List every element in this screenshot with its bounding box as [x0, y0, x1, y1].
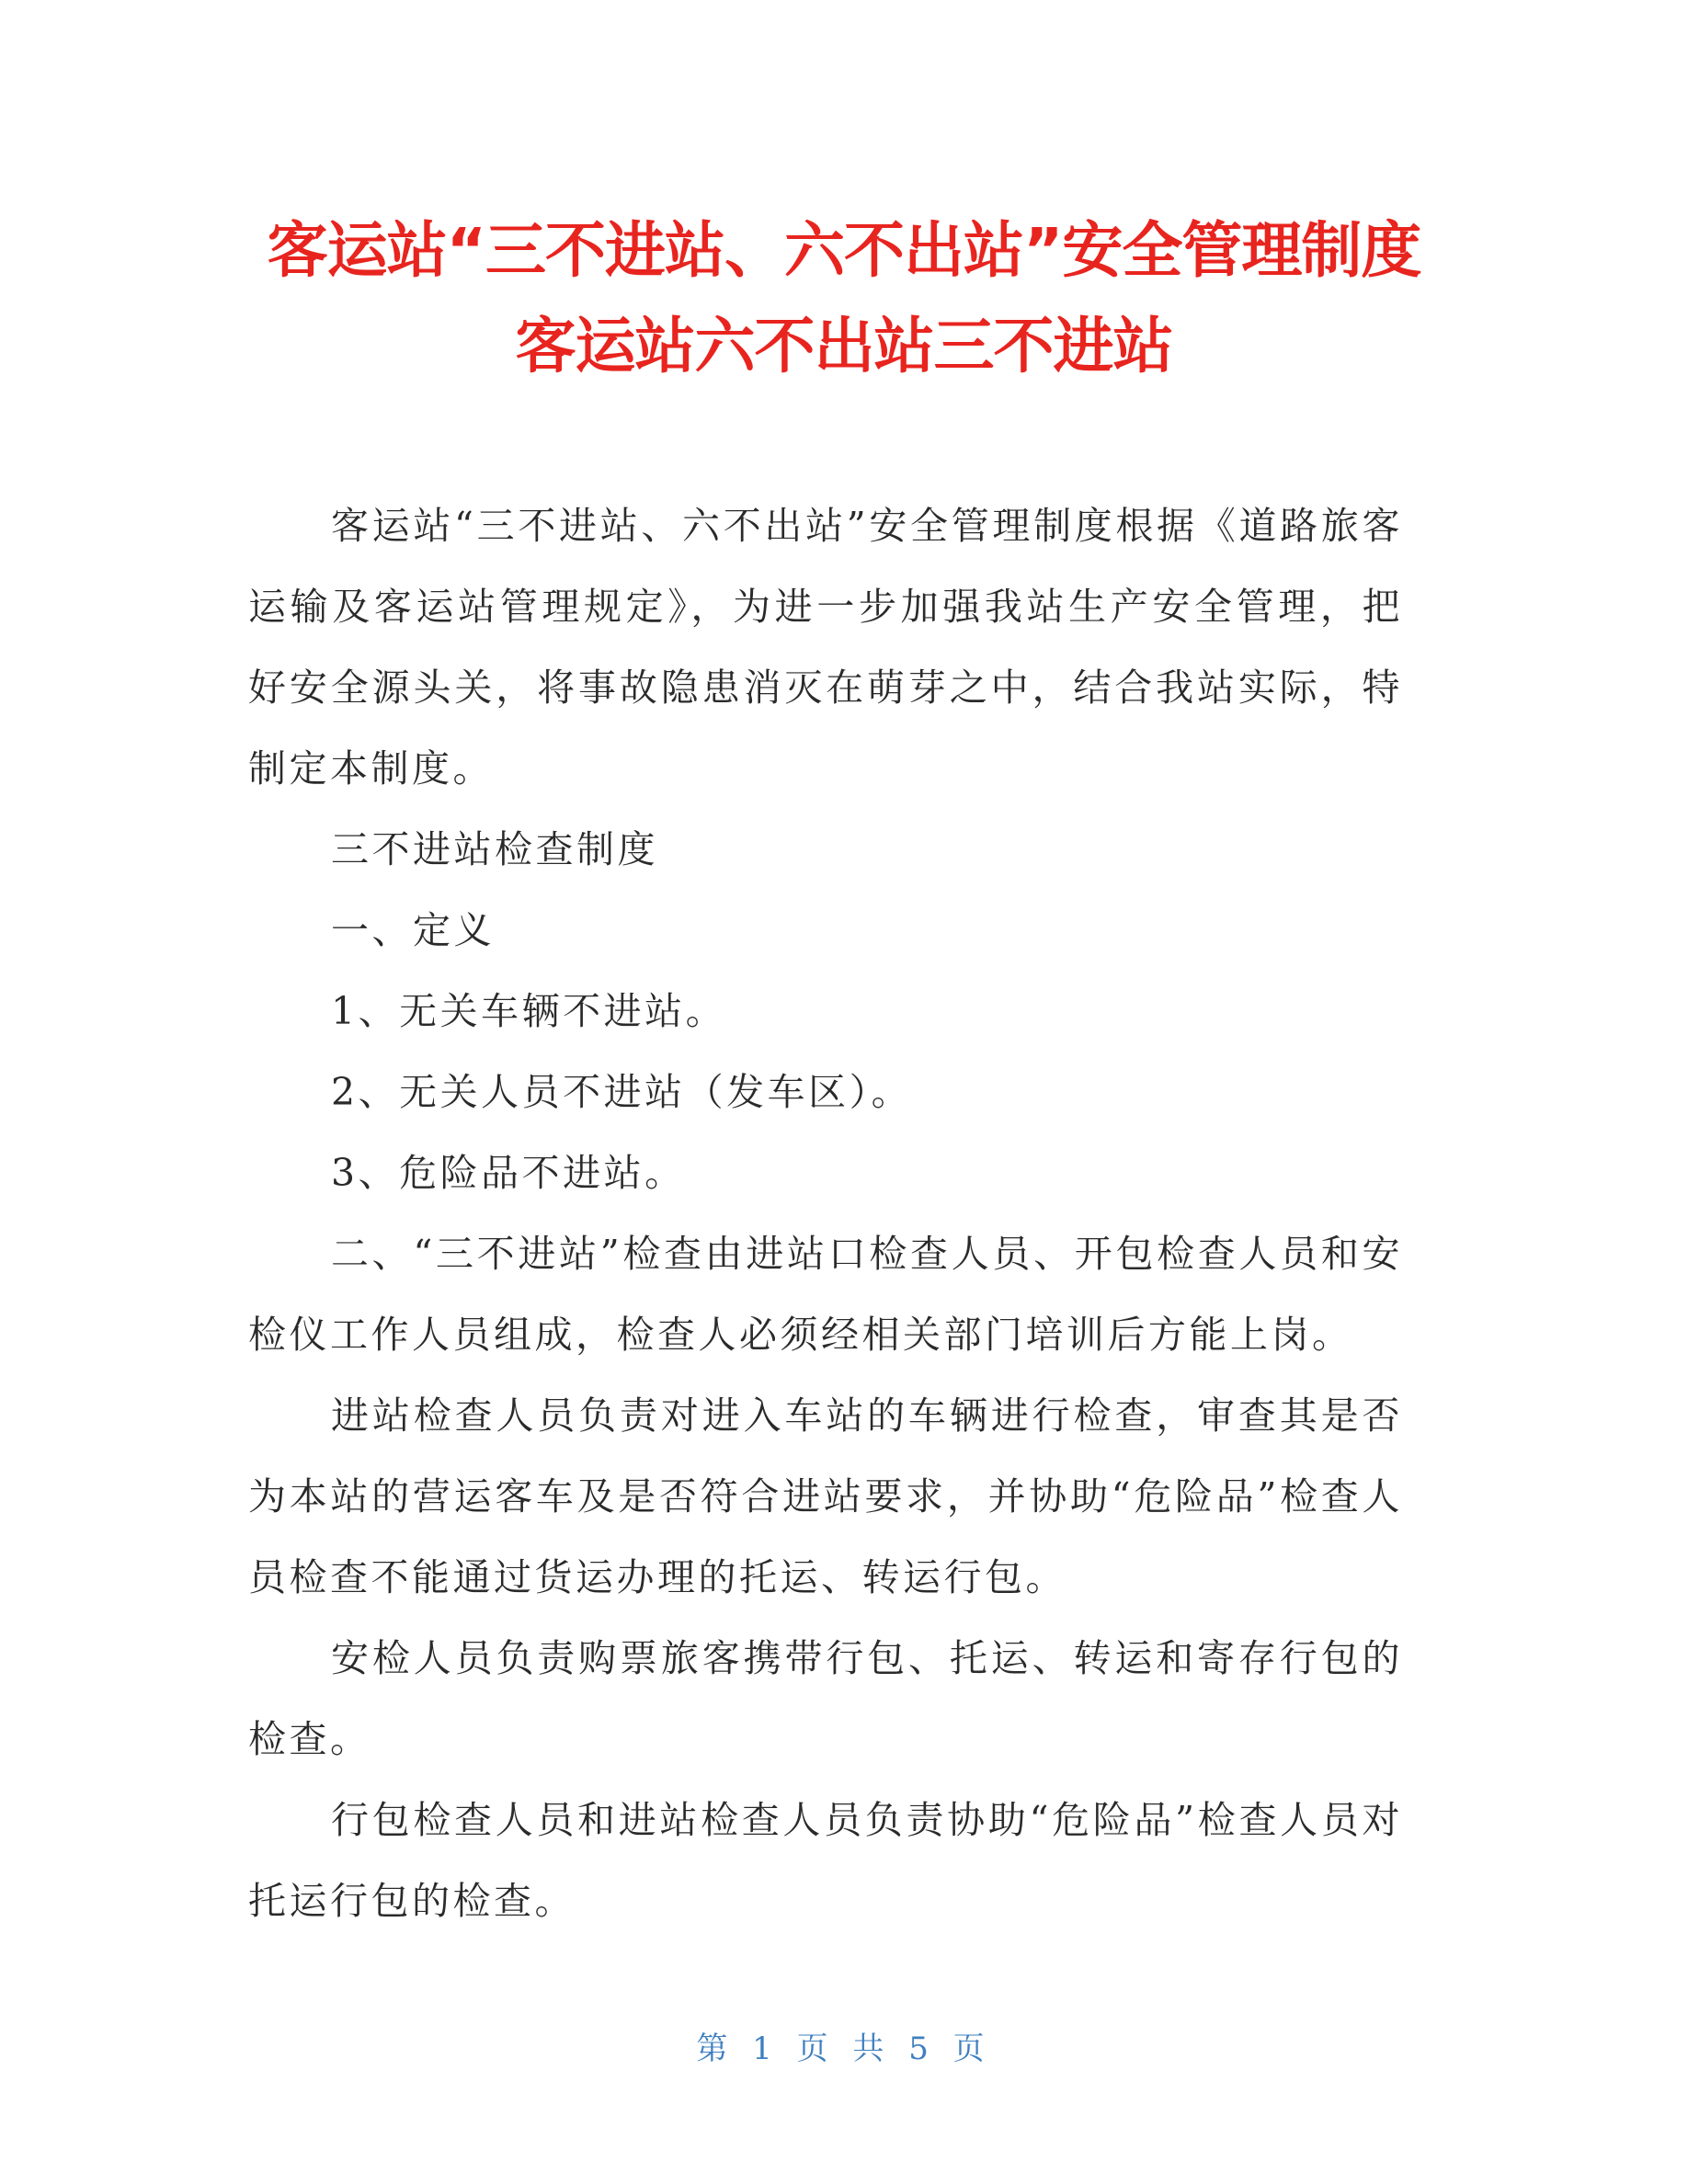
- paragraph-security-staff: 安检人员负责购票旅客携带行包、托运、转运和寄存行包的检查。: [248, 1636, 1403, 1761]
- page-number-footer: 第 1 页 共 5 页: [696, 2030, 992, 2067]
- paragraph-item-3: 3、危险品不进站。: [331, 1151, 686, 1195]
- paragraph-entry-inspectors: 进站检查人员负责对进入车站的车辆进行检查，审查其是否为本站的营运客车及是否符合进站要求，并协助“危险品”检查人员检查不能通过货运办理的托运、转运行包。: [248, 1393, 1403, 1599]
- paragraph-item-2: 2、无关人员不进站（发车区）。: [331, 1070, 913, 1114]
- paragraph-definition-heading: 一、定义: [331, 908, 495, 952]
- document-title-line1: 客运站“三不进站、六不出站”安全管理制度: [267, 215, 1421, 286]
- paragraph-luggage-inspectors: 行包检查人员和进站检查人员负责协助“危险品”检查人员对托运行包的检查。: [248, 1798, 1403, 1923]
- paragraph-intro: 客运站“三不进站、六不出站”安全管理制度根据《道路旅客运输及客运站管理规定》，为进一步加强我站生产安全管理，把好安全源头关，将事故隐患消灭在萌芽之中，结合我站实际，特制定本制度。: [248, 504, 1403, 791]
- paragraph-item-1: 1、无关车辆不进站。: [331, 989, 727, 1033]
- document-title-line2: 客运站六不出站三不进站: [515, 311, 1173, 381]
- document-body: [248, 485, 1403, 1941]
- paragraph-section-heading: 三不进站检查制度: [331, 827, 658, 871]
- paragraph-inspection-team: 二、“三不进站”检查由进站口检查人员、开包检查人员和安检仪工作人员组成，检查人必须经相关部门培训后方能上岗。: [248, 1232, 1403, 1357]
